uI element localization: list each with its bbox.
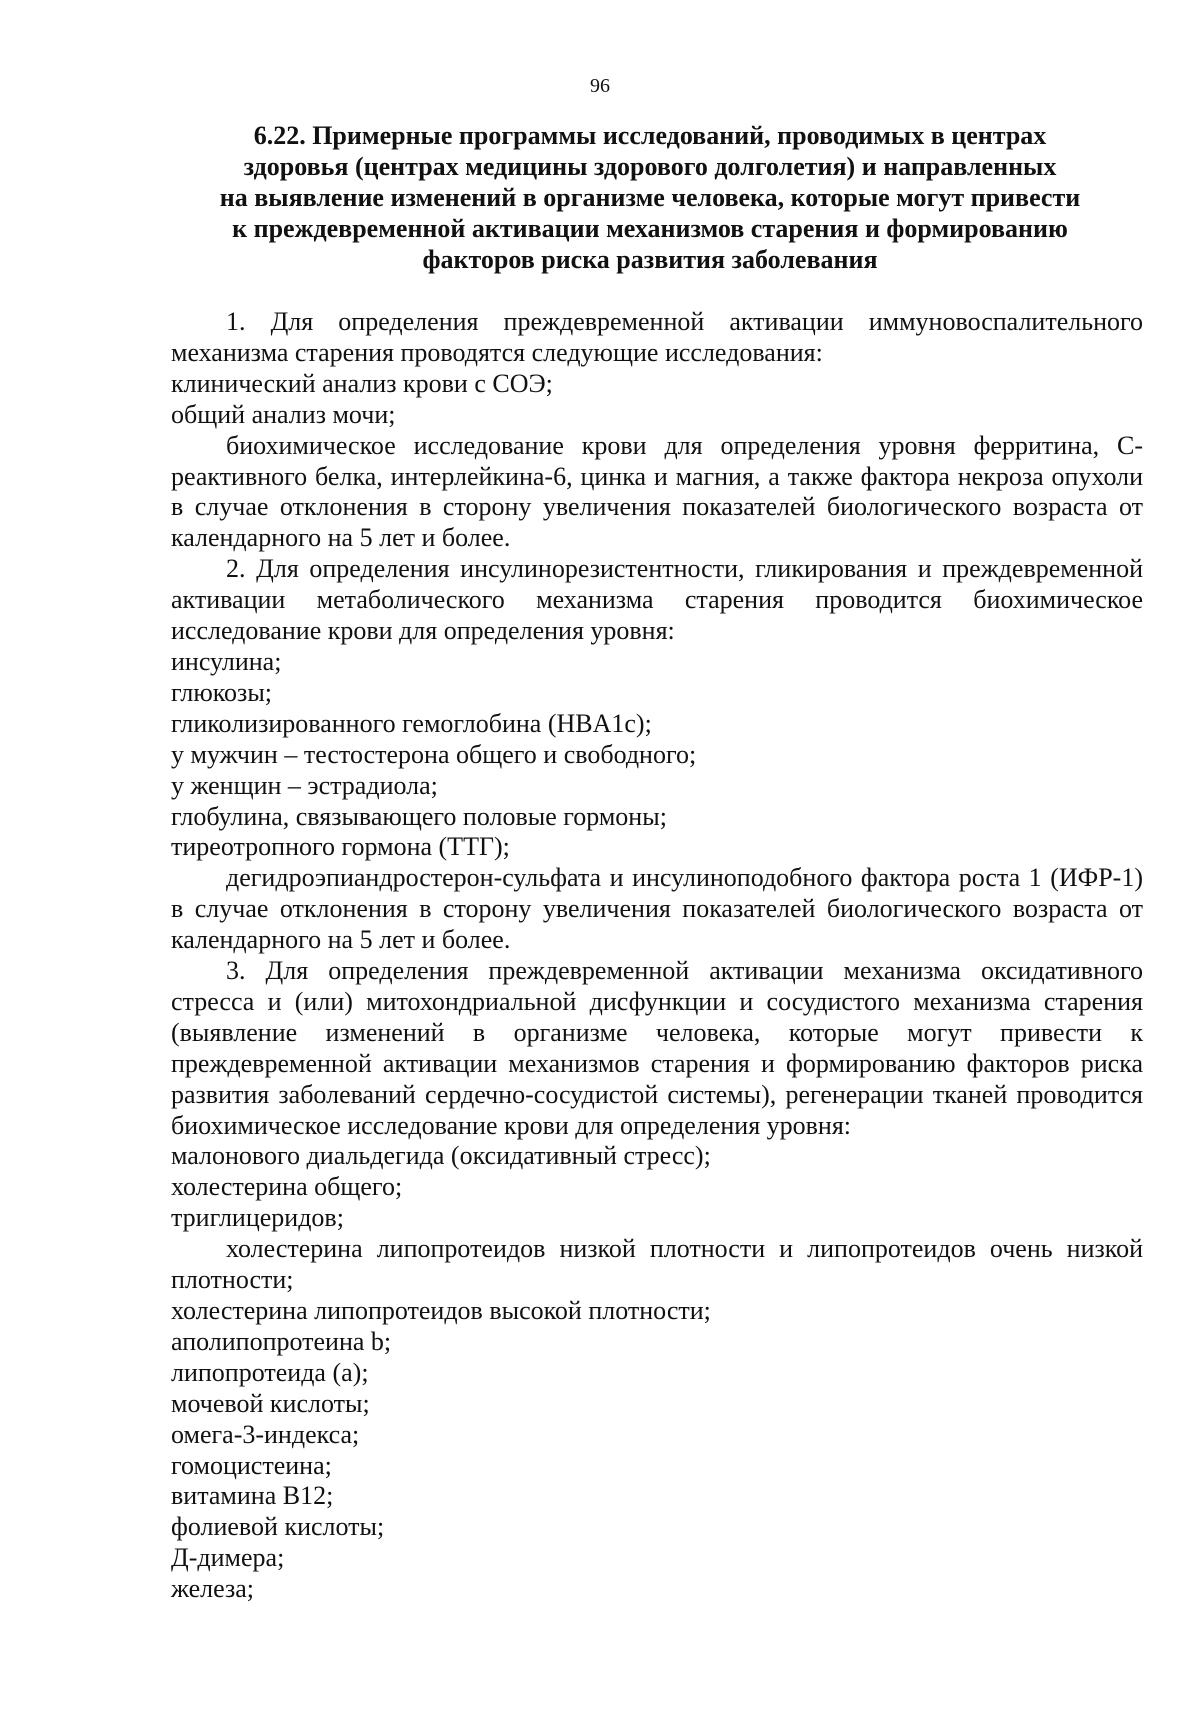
section-1-intro: 1. Для определения преждевременной активации иммуновоспалительного механизма старения проводятся следующие исследования: xyxy=(171,307,1143,367)
list-item: у женщин – эстрадиола; xyxy=(171,770,438,800)
page-number: 96 xyxy=(590,75,610,97)
list-item: глобулина, связывающего половые гормоны; xyxy=(171,801,667,831)
section-2-intro: 2. Для определения инсулинорезистентности, гликирования и преждевременной активации метаболического механизма старения проводится биохимическое исследование крови для определения уровня: xyxy=(171,554,1143,646)
list-item: фолиевой кислоты; xyxy=(171,1512,385,1542)
heading-line: на выявление изменений в организме человека, которые могут привести xyxy=(219,183,1081,212)
list-item: триглицеридов; xyxy=(171,1203,344,1233)
list-item: липопротеида (а); xyxy=(171,1357,369,1387)
list-item: гомоцистеина; xyxy=(171,1450,332,1480)
list-item: железа; xyxy=(171,1574,255,1604)
list-item: Д-димера; xyxy=(171,1543,285,1573)
heading-line: к преждевременной активации механизмов старения и формированию xyxy=(232,214,1068,243)
list-item: клинический анализ крови с СОЭ; xyxy=(171,368,553,398)
list-item: мочевой кислоты; xyxy=(171,1388,370,1418)
list-item: инсулина; xyxy=(171,646,282,676)
list-item: малонового диальдегида (оксидативный стресс); xyxy=(171,1141,711,1171)
heading-line: факторов риска развития заболевания xyxy=(422,245,878,274)
list-item: тиреотропного гормона (ТТГ); xyxy=(171,832,510,862)
section-1-biochem: биохимическое исследование крови для определения уровня ферритина, С-реактивного белка, интерлейкина-6, цинка и магния, а также фактора некроза опухоли в случае отклонения в сторону увеличения показателей биологического возраста от календарного на 5 лет и более. xyxy=(171,430,1143,553)
list-item: глюкозы; xyxy=(171,677,273,707)
section-2-last: дегидроэпиандростерон-сульфата и инсулиноподобного фактора роста 1 (ИФР-1) в случае отклонения в сторону увеличения показателей биологического возраста от календарного на 5 лет и более. xyxy=(171,863,1143,955)
list-item-ldl: холестерина липопротеидов низкой плотности и липопротеидов очень низкой плотности; xyxy=(171,1234,1143,1295)
list-item: омега-3-индекса; xyxy=(171,1419,360,1449)
list-item: витамина В12; xyxy=(171,1481,334,1511)
section-heading xyxy=(170,120,1130,275)
document-body xyxy=(171,307,1143,1605)
list-item: у мужчин – тестостерона общего и свободного; xyxy=(171,739,697,769)
section-3-intro: 3. Для определения преждевременной активации механизма оксидативного стресса и (или) митохондриальной дисфункции и сосудистого механизма старения (выявление изменений в организме человека, которые могут привести к преждевременной активации механизмов старения и формированию факторов риска развития заболеваний сердечно-сосудистой системы), регенерации тканей проводится биохимическое исследование крови для определения уровня: xyxy=(171,956,1143,1140)
list-item: холестерина общего; xyxy=(171,1172,403,1202)
list-item: аполипопротеина b; xyxy=(171,1326,392,1356)
list-item: общий анализ мочи; xyxy=(171,399,396,429)
list-item: холестерина липопротеидов высокой плотности; xyxy=(171,1296,711,1325)
heading-line: здоровья (центрах медицины здорового долголетия) и направленных xyxy=(243,152,1057,181)
list-item: гликолизированного гемоглобина (HBA1c); xyxy=(171,708,652,738)
heading-line: 6.22. Примерные программы исследований, проводимых в центрах xyxy=(253,121,1047,150)
